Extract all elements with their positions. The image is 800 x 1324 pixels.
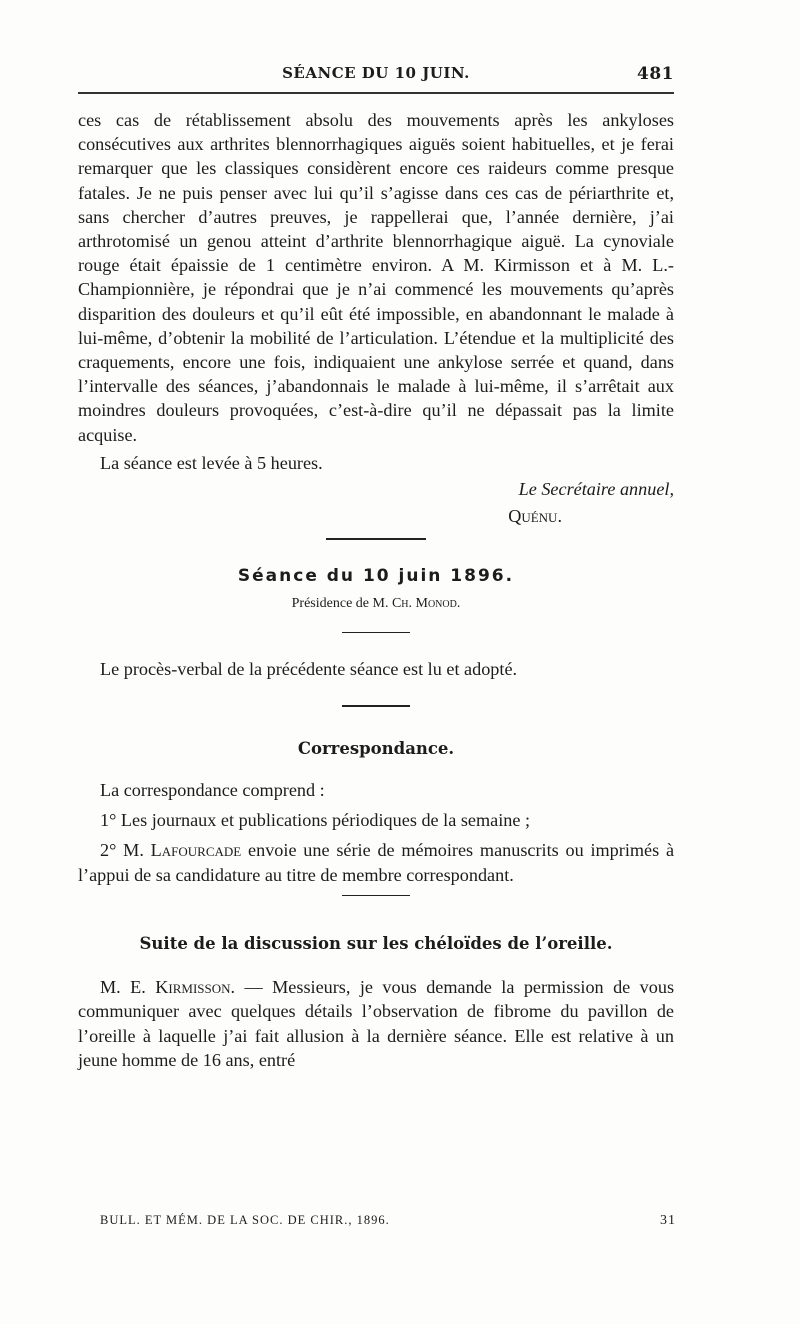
correspondance-intro: La correspondance comprend : xyxy=(100,779,325,800)
divider-rule xyxy=(326,538,426,540)
item2-name: Lafourcade xyxy=(150,840,242,861)
signature-block xyxy=(78,477,674,528)
section-heading-discussion: Suite de la discussion sur les chéloïdes de l’oreille. xyxy=(139,934,613,954)
footer-signature-mark: 31 xyxy=(660,1213,676,1228)
header-rule xyxy=(78,92,674,94)
footer-journal: BULL. ET MÉM. DE LA SOC. DE CHIR., 1896. xyxy=(100,1213,390,1227)
paragraph-seance-levee: La séance est levée à 5 heures. xyxy=(100,452,323,473)
paragraph-continuation: ces cas de rétablissement absolu des mouvements après les ankyloses consécutives aux arthrites blennorrhagiques aiguës soient habituelles, et je ferai remarquer que les classiques considèrent encore ces raideurs comme presque fatales. Je ne puis penser avec lui qu’il s’agisse dans ces cas de périarthrite et, sans chercher d’autres preuves, je rappellerai que, l’année dernière, j’ai arthrotomisé un genou atteint d’arthrite blennorrhagique aiguë. La cynoviale rouge était épaissie de 1 centimètre environ. A M. Kirmisson et à M. L.-Championnière, je répondrai que je n’ai commencé les mouvements qu’après disparition des douleurs et qu’il eût été impossible, en abandonnant le malade à lui-même, d’obtenir la mobilité de l’articulation. L’étendue et la multiplicité des craquements, encore une fois, indiquaient une ankylose serrée et quand, dans l’intervalle des séances, j’abandonnais le malade à lui-même, il s’arrêtait aux moindres douleurs provoquées, c’est-à-dire qu’il ne dépassait pas la limite acquise. xyxy=(78,110,674,445)
item2-prefix: 2° M. xyxy=(100,840,144,861)
session-title: Séance du 10 juin 1896. xyxy=(237,565,515,586)
divider-rule xyxy=(342,705,410,707)
page xyxy=(78,64,674,1072)
page-number: 481 xyxy=(637,64,674,84)
running-title: SÉANCE DU 10 JUIN. xyxy=(282,64,470,82)
speaker-text: — Messieurs, je vous demande la permission de vous communiquer avec quelques détails l’observation de fibrome du pavillon de l’oreille à laquelle j’ai fait allusion à la dernière séance. Elle est relative à un jeune homme de 16 ans, entré xyxy=(78,977,675,1070)
divider-rule xyxy=(342,895,410,897)
paragraph-kirmisson xyxy=(78,975,674,1072)
speaker-name: Kirmisson. xyxy=(155,977,236,998)
speaker-prefix: M. E. xyxy=(100,977,146,998)
divider-rule xyxy=(342,632,410,634)
presidence-line xyxy=(78,596,674,612)
section-heading-correspondance: Correspondance. xyxy=(297,738,455,758)
presidence-name: Ch. Monod. xyxy=(391,595,461,611)
item2-text: envoie une série de mémoires manuscrits ou imprimés à l’appui de sa candidature au titre de membre correspondant. xyxy=(78,840,675,885)
correspondance-item-1: 1° Les journaux et publications périodiques de la semaine ; xyxy=(100,810,531,831)
running-header xyxy=(78,64,674,90)
correspondance-item-2 xyxy=(78,838,674,886)
paragraph-proces-verbal: Le procès-verbal de la précédente séance est lu et adopté. xyxy=(100,659,518,680)
signature-name: Quénu. xyxy=(508,505,562,526)
presidence-prefix: Présidence de M. xyxy=(291,595,389,611)
signature-title: Le Secrétaire annuel, xyxy=(518,479,674,500)
page-footer xyxy=(100,1213,676,1228)
